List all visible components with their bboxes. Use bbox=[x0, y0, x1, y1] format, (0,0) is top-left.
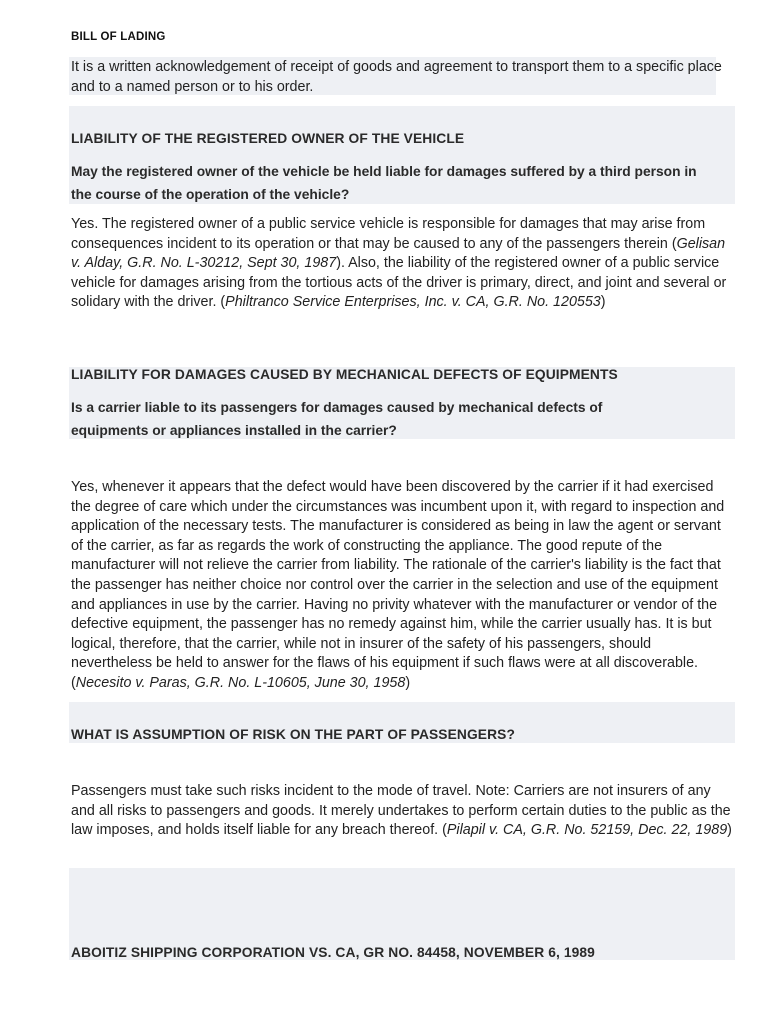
section3-answer-part-a: Passengers must take such risks incident to the mode of travel. Note: Carriers are not insurers of any and all risks to passengers and goods. It merely undertakes to perform certain duties to the public as the law imposes, and holds itself liable for any breach thereof. ( bbox=[71, 783, 731, 839]
section2-question: Is a carrier liable to its passengers for damages caused by mechanical defects of equipments or appliances installed in the carrier? bbox=[71, 400, 603, 438]
section3-citation-pilapil: Pilapil v. CA, G.R. No. 52159, Dec. 22, 1989 bbox=[446, 822, 728, 839]
section2-answer bbox=[71, 478, 733, 694]
document-title: BILL OF LADING bbox=[71, 31, 166, 43]
section3-answer-part-b: ) bbox=[727, 822, 732, 839]
section1-heading: LIABILITY OF THE REGISTERED OWNER OF THE VEHICLE bbox=[71, 131, 465, 146]
section1-citation-philtranco: Philtranco Service Enterprises, Inc. v. CA, G.R. No. 120553 bbox=[225, 294, 601, 311]
section2-answer-part-b: ) bbox=[405, 674, 411, 691]
section1-answer-part-b: ). Also, the liability of the registered owner of a public service vehicle for damages arising from the tortious acts of the driver is primary, direct, and joint and several or solidary with the driver. ( bbox=[71, 255, 727, 311]
definition-text: It is a written acknowledgement of receipt of goods and agreement to transport them to a specific place and to a named person or to his order. bbox=[71, 59, 722, 95]
section3-heading: WHAT IS ASSUMPTION OF RISK ON THE PART OF PASSENGERS? bbox=[71, 727, 516, 742]
section4-heading: ABOITIZ SHIPPING CORPORATION VS. CA, GR NO. 84458, NOVEMBER 6, 1989 bbox=[71, 945, 595, 960]
section2-citation-necesito: Necesito v. Paras, G.R. No. L-10605, June 30, 1958 bbox=[75, 674, 406, 691]
section1-citation-gelisan: Gelisan v. Alday, G.R. No. L-30212, Sept 30, 1987 bbox=[71, 235, 726, 272]
section3-answer bbox=[71, 782, 733, 841]
section2-answer-part-a: Yes, whenever it appears that the defect would have been discovered by the carrier if it had exercised the degree of care which under the circumstances was incumbent upon it, with regard to inspection and application of the necessary tests. The manufacturer is considered as being in law the agent or servant of the carrier, as far as regards the work of constructing the appliance. The good repute of the manufacturer will not relieve the carrier from liability. The rationale of the carrier's liability is the fact that the passenger has neither choice nor control over the carrier in the selection and use of the equipment and appliances in use by the carrier. Having no privity whatever with the manufacturer or vendor of the defective equipment, the passenger has no remedy against him, while the carrier usually has. It is but logical, therefore, that the carrier, while not in insurer of the safety of his passengers, should nevertheless be held to answer for the flaws of his equipment if such flaws were at all discoverable. ( bbox=[71, 479, 725, 691]
section1-answer-part-c: ) bbox=[600, 294, 606, 311]
section1-answer bbox=[71, 215, 733, 313]
section1-question: May the registered owner of the vehicle be held liable for damages suffered by a third person in the course of the operation of the vehicle? bbox=[71, 164, 697, 202]
section1-answer-part-a: Yes. The registered owner of a public service vehicle is responsible for damages that may arise from consequences incident to its operation or that may be caused to any of the passengers therein ( bbox=[71, 216, 706, 252]
section2-heading: LIABILITY FOR DAMAGES CAUSED BY MECHANICAL DEFECTS OF EQUIPMENTS bbox=[71, 367, 618, 382]
